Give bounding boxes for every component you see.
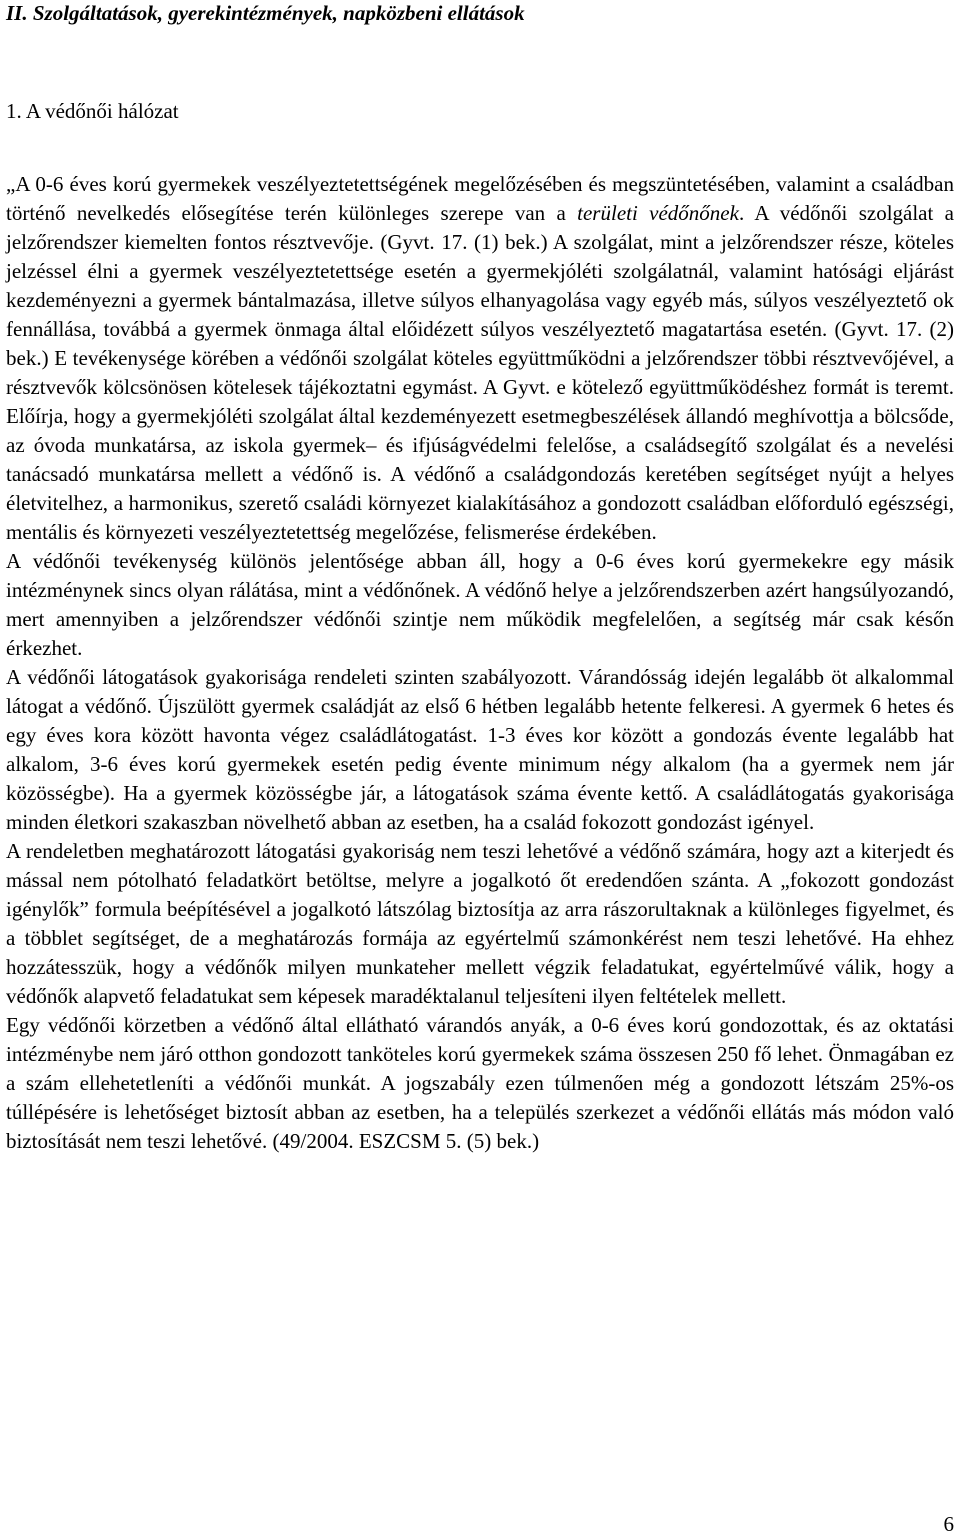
paragraph-text: A védőnői tevékenység különös jelentősége abban áll, hogy a 0-6 éves korú gyermekekre egy másik intézménynek sincs olyan rálátása, mint a védőnőnek. A védőnő helye a jelzőrendszerben azért hangsúlyozandó, mert amennyiben a jelzőrendszer védőnői szintje nem működik megfelelően, a segítség már csak későn érkezhet. [6,549,954,660]
paragraph-text: Egy védőnői körzetben a védőnő által ellátható várandós anyák, a 0-6 éves korú gondozottak, és az oktatási intézménybe nem járó otthon gondozott tanköteles korú gyermekek száma összesen 250 fő lehet. Önmagában ez a szám ellehetetleníti a védőnői munkát. A jogszabály ezen túlmenően még a gondozott létszám 25%-os túllépésére is lehetőséget biztosít abban az esetben, ha a település szerkezet a védőnői ellátás más módon való biztosítását nem teszi lehetővé. (49/2004. ESZCSM 5. (5) bek.) [6,1013,954,1153]
section-heading: II. Szolgáltatások, gyerekintézmények, napközbeni ellátások [6,1,525,25]
paragraph-text: A védőnői látogatások gyakorisága rendeleti szinten szabályozott. Várandósság idején legalább öt alkalommal látogat a védőnő. Újszülött gyermek családját az első 6 hétben legalább hetente felkeresi. A gyermek 6 hetes és egy éves kora között havonta végez családlátogatást. 1-3 éves kor között a gondozás évente legalább hat alkalom, 3-6 éves korú gyermekek esetén pedig évente minimum négy alkalom (ha a gyermek nem jár közösségbe). Ha a gyermek közösségbe jár, a látogatások száma évente kettő. A családlátogatás gyakorisága minden életkori szakaszban növelhető abban az esetben, ha a család fokozott gondozást igényel. [6,665,954,834]
subsection-heading: 1. A védőnői hálózat [6,99,179,123]
paragraph-1 [6,170,954,547]
paragraph-3 [6,663,954,837]
page-number: 6 [943,1512,954,1536]
paragraph-text: A rendeletben meghatározott látogatási gyakoriság nem teszi lehetővé a védőnő számára, hogy azt a kiterjedt és mással nem pótolható feladatkört betöltse, melyre a jogalkotó őt eredendően szánta. A „fokozott gondozást igénylők” formula beépítésével a jogalkotó látszólag biztosítja az arra rászorultaknak a különleges figyelmet, és a többlet segítséget, de a meghatározás formája az egyértelmű számonkérést nem teszi lehetővé. Ha ehhez hozzátesszük, hogy a védőnők milyen munkateher mellett végzik feladatukat, egyértelművé válik, hogy a védőnők alapvető feladatukat sem képesek maradéktalanul teljesíteni ilyen feltételek mellett. [6,839,954,1008]
paragraph-5 [6,1011,954,1156]
paragraph-4 [6,837,954,1011]
paragraph-2 [6,547,954,663]
paragraph-text: . A védőnői szolgálat a jelzőrendszer kiemelten fontos résztvevője. (Gyvt. 17. (1) bek.) A szolgálat, mint a jelzőrendszer része, köteles jelzéssel élni a gyermek veszélyeztetettsége esetén a gyermekjóléti szolgálatnál, valamint hatósági eljárást kezdeményezni a gyermek bántalmazása, illetve súlyos elhanyagolása vagy egyéb más, súlyos veszélyeztető ok fennállása, továbbá a gyermek önmaga által előidézett súlyos veszélyeztető magatartása esetén. (Gyvt. 17. (2) bek.) E tevékenysége körében a védőnői szolgálat köteles együttműködni a jelzőrendszer többi résztvevőjével, a résztvevők kölcsönösen kötelesek tájékoztatni egymást. A Gyvt. e kötelező együttműködéshez formát is teremt. Előírja, hogy a gyermekjóléti szolgálat által kezdeményezett esetmegbeszélések állandó meghívottja a bölcsőde, az óvoda munkatársa, az iskola gyermek– és ifjúságvédelmi felelőse, a családsegítő szolgálat és a nevelési tanácsadó munkatársa mellett a védőnő is. A védőnő a családgondozás keretében segítséget nyújt a helyes életvitelhez, a harmonikus, szerető családi környezet kialakításához a gondozott családban előforduló egészségi, mentális és környezeti veszélyeztetettség megelőzése, felismerése érdekében. [6,201,955,544]
document-body [6,170,954,1156]
paragraph-text: „A 0-6 éves korú gyermekek veszélyeztetettségének megelőzésében és megszüntetésében, valamint a családban történő nevelkedés elősegítése terén különleges szerepe van a [6,172,954,225]
emphasized-term: területi védőnőnek [577,201,739,225]
